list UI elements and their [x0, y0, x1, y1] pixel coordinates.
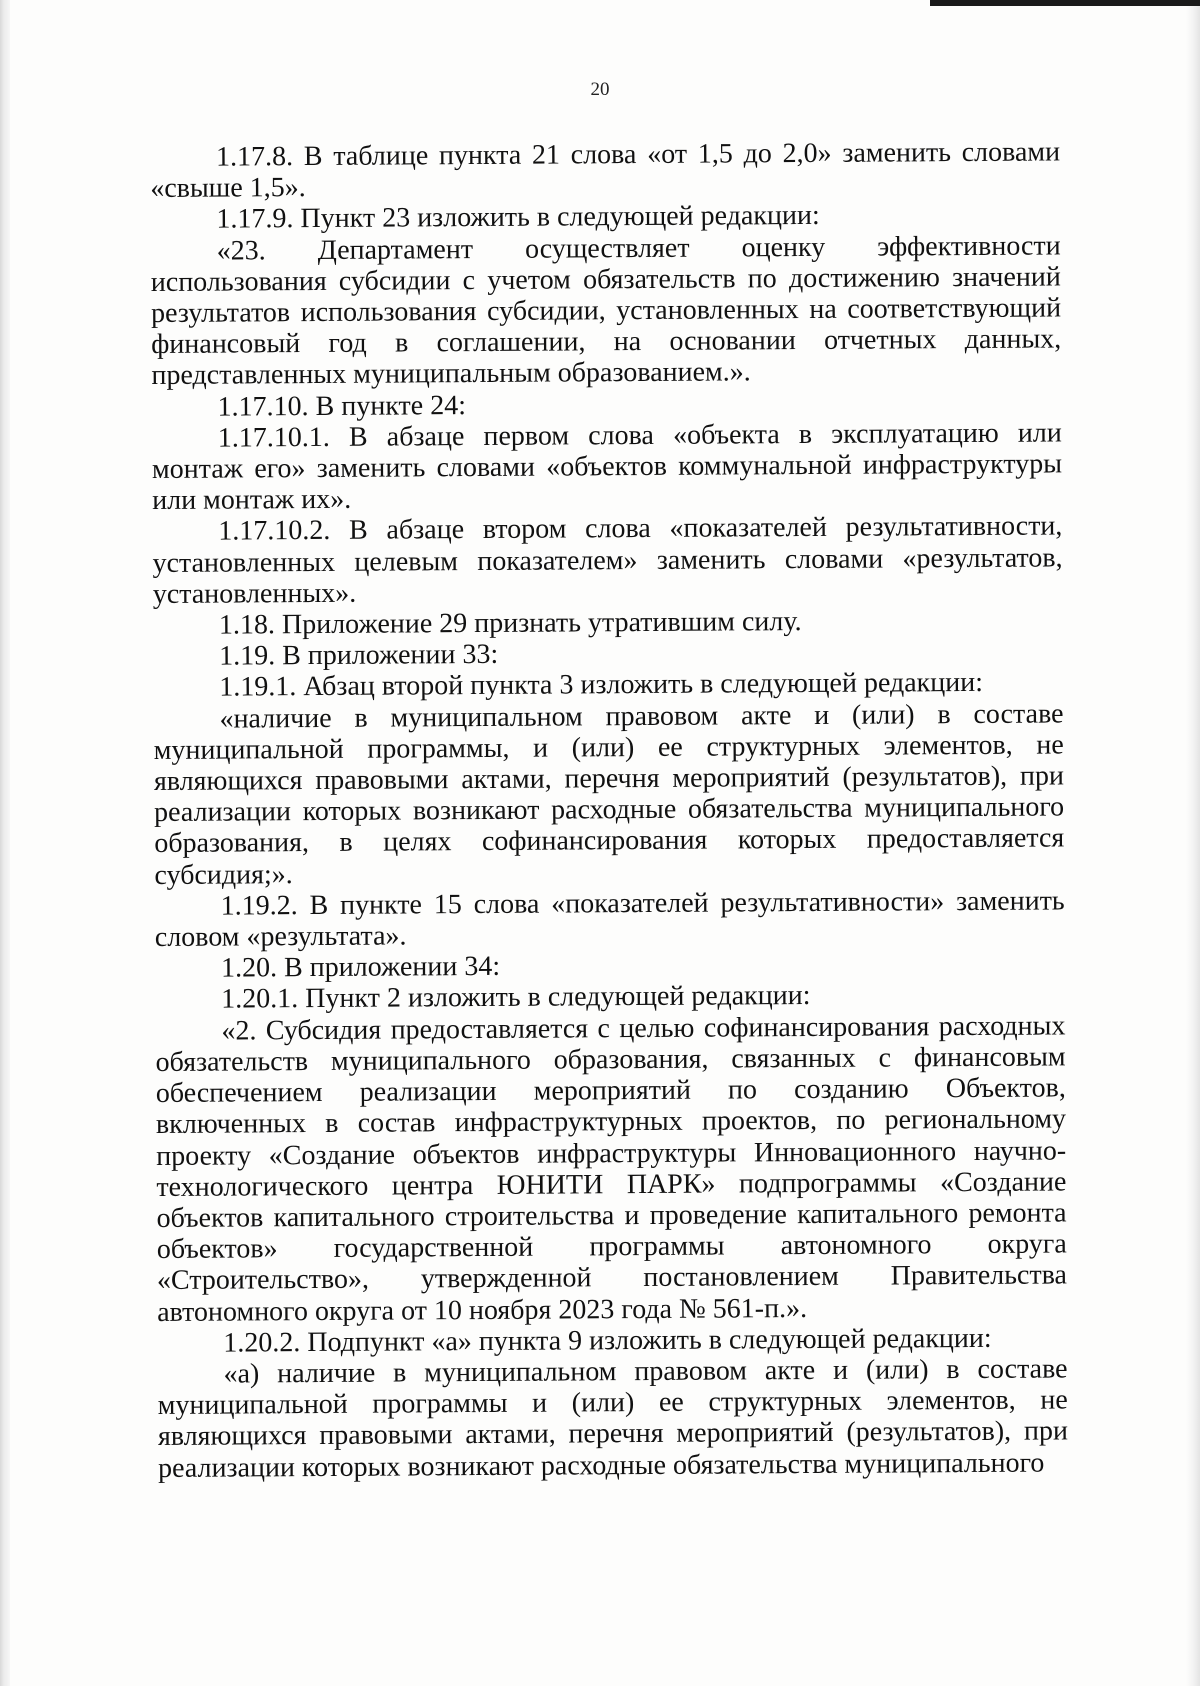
paragraph-item-2-text: «2. Субсидия предоставляется с целью софинансирования расходных обязательств муниципального образования, связанных с финансовым обеспечением реализации мероприятий по созданию Объектов, включенных в состав инфраструктурных проектов, по региональному проекту «Создание объектов инфраструктуры Инновационного научно-технологического центра ЮНИТИ ПАРК» подпрограммы «Создание объектов капитального строительства и проведение капитального ремонта объектов» государственной программы автономного округа «Строительство», утвержденной постановлением Правительства автономного округа от 10 ноября 2023 года № 561-п.». — [155, 1010, 1068, 1328]
paragraph-1-17-9: 1.17.9. Пункт 23 изложить в следующей редакции: — [216, 200, 820, 236]
document-body — [150, 136, 1068, 1483]
paragraph-1-19-1: 1.19.1. Абзац второй пункта 3 изложить в следующей редакции: — [219, 667, 984, 704]
paragraph-1-20: 1.20. В приложении 34: — [220, 951, 501, 984]
paragraph-quote-availability: «наличие в муниципальном правовом акте и (или) в составе муниципальной программы, и (или) ее структурных элементов, не являющихся правовыми актами, перечня мероприятий (результатов), при реализации которых возникают расходные обязательства муниципального образования, в целях софинансирования которых предоставляется субсидия;». — [153, 698, 1065, 891]
paragraph-subitem-a-text: «а) наличие в муниципальном правовом акте и (или) в составе муниципальной программы и (или) ее структурных элементов, не являющихся правовыми актами, перечня мероприятий (результатов), при реализации которых возникают расходные обязательства муниципального — [157, 1353, 1068, 1484]
scan-top-edge-bar — [930, 0, 1200, 6]
paragraph-1-17-10-1: 1.17.10.1. В абзаце первом слова «объекта в эксплуатацию или монтаж его» заменить словами «объектов коммунальной инфраструктуры или монтаж их». — [151, 417, 1063, 517]
paragraph-1-18: 1.18. Приложение 29 признать утратившим силу. — [218, 606, 802, 641]
paragraph-1-17-8: 1.17.8. В таблице пункта 21 слова «от 1,5 до 2,0» заменить словами «свыше 1,5». — [150, 136, 1061, 205]
paragraph-item-23-text: «23. Департамент осуществляет оценку эффективности использования субсидии с учетом обязательств по достижению значений результатов использования субсидии, установленных на соответствующий финансовый год в соглашении, на основании отчетных данных, представленных муниципальным образованием.». — [150, 230, 1062, 392]
paragraph-1-20-2: 1.20.2. Подпункт «а» пункта 9 изложить в следующей редакции: — [223, 1322, 992, 1359]
paragraph-1-20-1: 1.20.1. Пункт 2 изложить в следующей редакции: — [221, 980, 811, 1016]
scan-left-edge — [0, 0, 10, 1686]
paragraph-1-19-2: 1.19.2. В пункте 15 слова «показателей результативности» заменить словом «результата». — [154, 885, 1065, 954]
paragraph-1-19: 1.19. В приложении 33: — [219, 639, 499, 672]
scan-right-edge — [1186, 0, 1200, 1686]
page-number: 20 — [590, 79, 610, 100]
paragraph-1-17-10: 1.17.10. В пункте 24: — [217, 389, 467, 423]
paragraph-1-17-10-2: 1.17.10.2. В абзаце втором слова «показателей результативности, установленных целевым показателем» заменить словами «результатов, установленных». — [152, 510, 1063, 610]
